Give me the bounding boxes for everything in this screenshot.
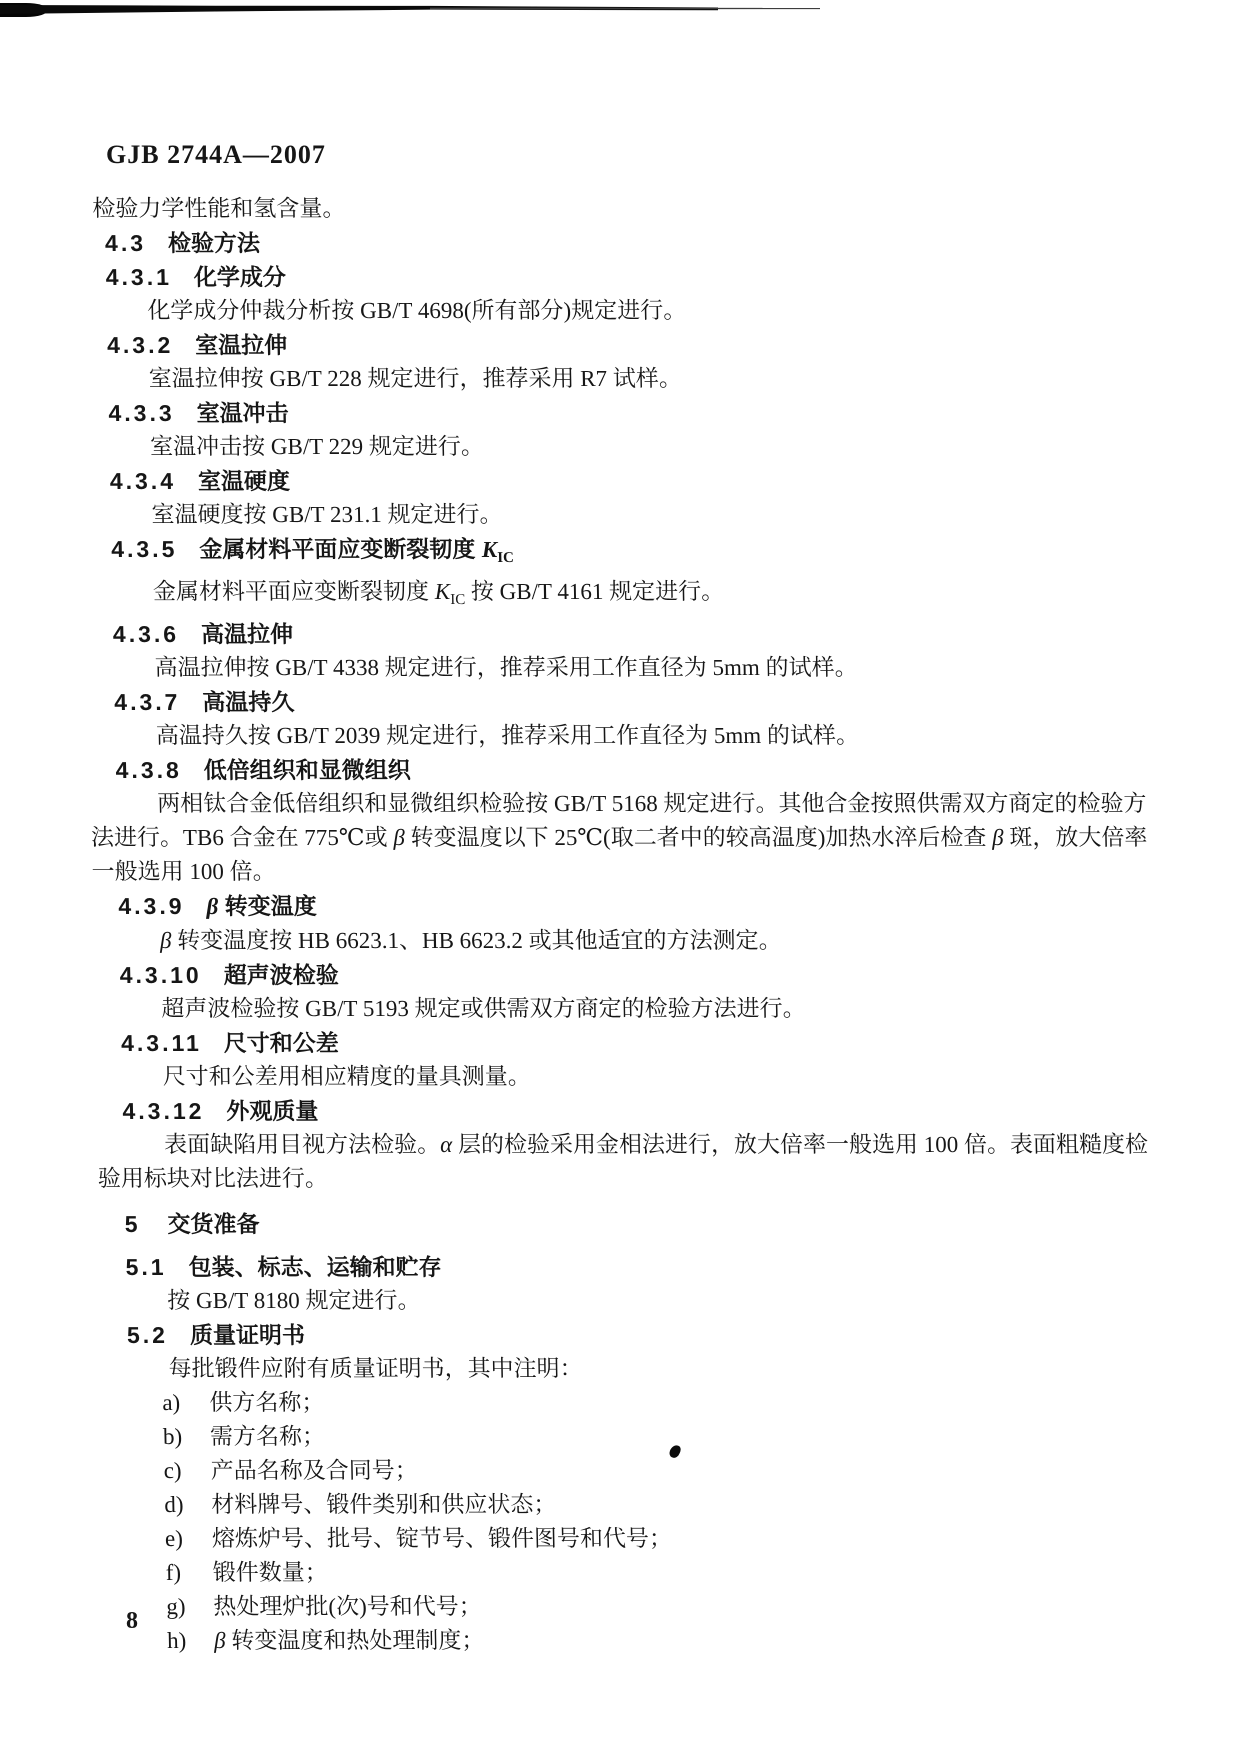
text-run: 高温拉伸	[200, 621, 294, 647]
section-heading	[124, 1207, 1159, 1241]
text-run: 包装、标志、运输和贮存	[188, 1254, 442, 1280]
text-run: 交货准备	[167, 1211, 260, 1237]
paragraph	[90, 787, 1152, 889]
paragraph	[81, 362, 1142, 396]
paragraph	[95, 1060, 1156, 1094]
text-run: 质量证明书	[189, 1322, 306, 1348]
clause-heading	[108, 396, 1143, 430]
clause-number: 4.3.12	[122, 1098, 205, 1124]
list-item	[164, 1488, 1165, 1522]
clause-number: 4.3.6	[112, 621, 180, 647]
list-item	[163, 1420, 1164, 1454]
clause-heading	[127, 1318, 1162, 1352]
text-run: 材料牌号、锻件类别和供应状态；	[211, 1492, 557, 1517]
text-run: 室温硬度按 GB/T 231.1 规定进行。	[151, 502, 503, 527]
clause-number: 4.3.3	[108, 400, 175, 426]
text-run: 热处理炉批(次)号和代号；	[213, 1594, 482, 1619]
text-run: 两相钛合金低倍组织和显微组织检验按 GB/T 5168 规定进行。其他合金按照供需双方商定的检验方法进行。TB6 合金在 775℃或	[90, 791, 1147, 850]
clause-heading	[107, 328, 1142, 362]
text-run: K	[434, 579, 451, 604]
document-content	[0, 192, 1240, 1658]
clause-number: 4.3.7	[113, 689, 181, 715]
clause-number: 4.3.11	[120, 1030, 203, 1056]
text-run: 室温拉伸	[194, 332, 288, 358]
text-run: 超声波检验	[223, 962, 339, 988]
text-run: β	[159, 928, 172, 953]
text-run: 按 GB/T 4161 规定进行。	[464, 579, 725, 604]
paragraph	[87, 651, 1148, 685]
text-run: IC	[450, 592, 466, 608]
list-marker: h)	[166, 1628, 187, 1653]
clause-number: 4.3	[104, 230, 147, 256]
text-run: 检验方法	[167, 230, 261, 256]
text-run: 室温冲击	[196, 400, 289, 426]
text-run: β	[991, 825, 1004, 850]
clause-heading	[119, 958, 1154, 992]
list-marker: g)	[166, 1594, 186, 1619]
text-run: 金属材料平面应变断裂韧度	[199, 536, 482, 562]
clause-number: 4.3.9	[118, 893, 185, 919]
clause-number: 5.1	[125, 1254, 167, 1280]
clause-heading	[121, 1026, 1156, 1060]
clause-heading	[111, 532, 1146, 575]
text-run: 室温硬度	[197, 468, 291, 494]
list-marker: e)	[164, 1526, 184, 1551]
paragraph	[89, 719, 1150, 753]
text-run: 高温持久按 GB/T 2039 规定进行，推荐采用工作直径为 5mm 的试样。	[155, 723, 860, 748]
clause-heading	[122, 1094, 1157, 1128]
page-number: 8	[126, 1608, 138, 1634]
paragraph	[101, 1352, 1162, 1386]
clause-number: 4.3.8	[115, 757, 183, 783]
text-run: β	[206, 894, 219, 919]
text-run: 供方名称；	[209, 1390, 325, 1415]
text-run: IC	[497, 550, 515, 566]
text-run: 检验力学性能和氢含量。	[92, 196, 346, 221]
list-item	[165, 1556, 1166, 1590]
text-run: 每批锻件应附有质量证明书，其中注明：	[168, 1356, 583, 1381]
text-run: 高温持久	[202, 689, 295, 715]
list-item	[165, 1522, 1166, 1556]
clause-number: 4.3.2	[106, 332, 174, 358]
clause-number: 4.3.4	[109, 468, 177, 494]
list-marker: a)	[162, 1390, 181, 1415]
text-run: 需方名称；	[209, 1424, 326, 1449]
clause-heading	[109, 464, 1144, 498]
text-run: 室温冲击按 GB/T 229 规定进行。	[149, 434, 485, 459]
paragraph	[100, 1284, 1161, 1318]
text-run: β	[213, 1628, 226, 1653]
text-run: 转变温度和热处理制度；	[225, 1628, 485, 1653]
list-marker: f)	[165, 1560, 182, 1585]
clause-heading	[125, 1250, 1160, 1284]
text-run: 熔炼炉号、批号、锭节号、锻件图号和代号；	[211, 1526, 673, 1551]
clause-number: 5	[124, 1211, 138, 1237]
text-run: 按 GB/T 8180 规定进行。	[167, 1288, 421, 1313]
text-run: 层的检验采用金相法进行，放大倍率一般选用 100 倍。表面粗糙度检验用标块对比法进行。	[97, 1132, 1149, 1191]
clause-heading	[118, 889, 1153, 924]
text-run: β	[393, 825, 406, 850]
text-run: K	[481, 537, 498, 562]
text-run: 高温拉伸按 GB/T 4338 规定进行，推荐采用工作直径为 5mm 的试样。	[154, 655, 858, 680]
text-run: 斑，放大倍率一般选用 100 倍。	[91, 825, 1148, 884]
paragraph	[93, 924, 1154, 958]
paragraph	[83, 430, 1144, 464]
clause-heading	[105, 226, 1140, 260]
text-run: 尺寸和公差用相应精度的量具测量。	[162, 1064, 532, 1089]
clause-heading	[114, 685, 1149, 719]
clause-number: 4.3.5	[110, 536, 178, 562]
scan-artifact-top-bar	[0, 5, 718, 14]
clause-number: 5.2	[126, 1322, 169, 1348]
clause-number: 4.3.1	[105, 264, 173, 290]
text-run: 化学成分仲裁分析按 GB/T 4698(所有部分)规定进行。	[147, 298, 687, 323]
text-run: 尺寸和公差	[223, 1030, 340, 1056]
clause-heading	[115, 753, 1150, 787]
list-marker: d)	[164, 1492, 184, 1517]
list-item	[163, 1454, 1164, 1488]
paragraph	[97, 1128, 1158, 1196]
paragraph	[86, 575, 1147, 617]
list-item	[162, 1386, 1163, 1420]
clause-heading	[113, 617, 1148, 651]
clause-number: 4.3.10	[119, 962, 202, 988]
text-run: α	[439, 1132, 453, 1157]
text-run: 低倍组织和显微组织	[203, 757, 412, 783]
text-run: 转变温度	[218, 893, 317, 919]
text-run: 转变温度按 HB 6623.1、HB 6623.2 或其他适宜的方法测定。	[171, 928, 782, 953]
text-run: 外观质量	[226, 1098, 319, 1124]
text-run: 室温拉伸按 GB/T 228 规定进行，推荐采用 R7 试样。	[148, 366, 683, 391]
list-item	[166, 1590, 1167, 1624]
text-run: 化学成分	[193, 264, 287, 290]
standard-number: GJB 2744A—2007	[106, 140, 326, 169]
text-run: 转变温度以下 25℃(取二者中的较高温度)加热水淬后检查	[404, 825, 993, 850]
text-run: 产品名称及合同号；	[210, 1458, 418, 1483]
list-marker: c)	[163, 1458, 182, 1483]
paragraph	[84, 498, 1145, 532]
continuation-paragraph	[92, 192, 1139, 226]
paragraph	[94, 992, 1155, 1026]
list-item	[167, 1624, 1168, 1658]
text-run: 表面缺陷用目视方法检验。	[163, 1132, 441, 1157]
list-marker: b)	[162, 1424, 183, 1449]
text-run: 超声波检验按 GB/T 5193 规定或供需双方商定的检验方法进行。	[161, 996, 806, 1021]
clause-heading	[105, 260, 1140, 294]
paragraph	[80, 294, 1141, 328]
text-run: 金属材料平面应变断裂韧度	[152, 579, 436, 604]
text-run: 锻件数量；	[212, 1560, 328, 1585]
